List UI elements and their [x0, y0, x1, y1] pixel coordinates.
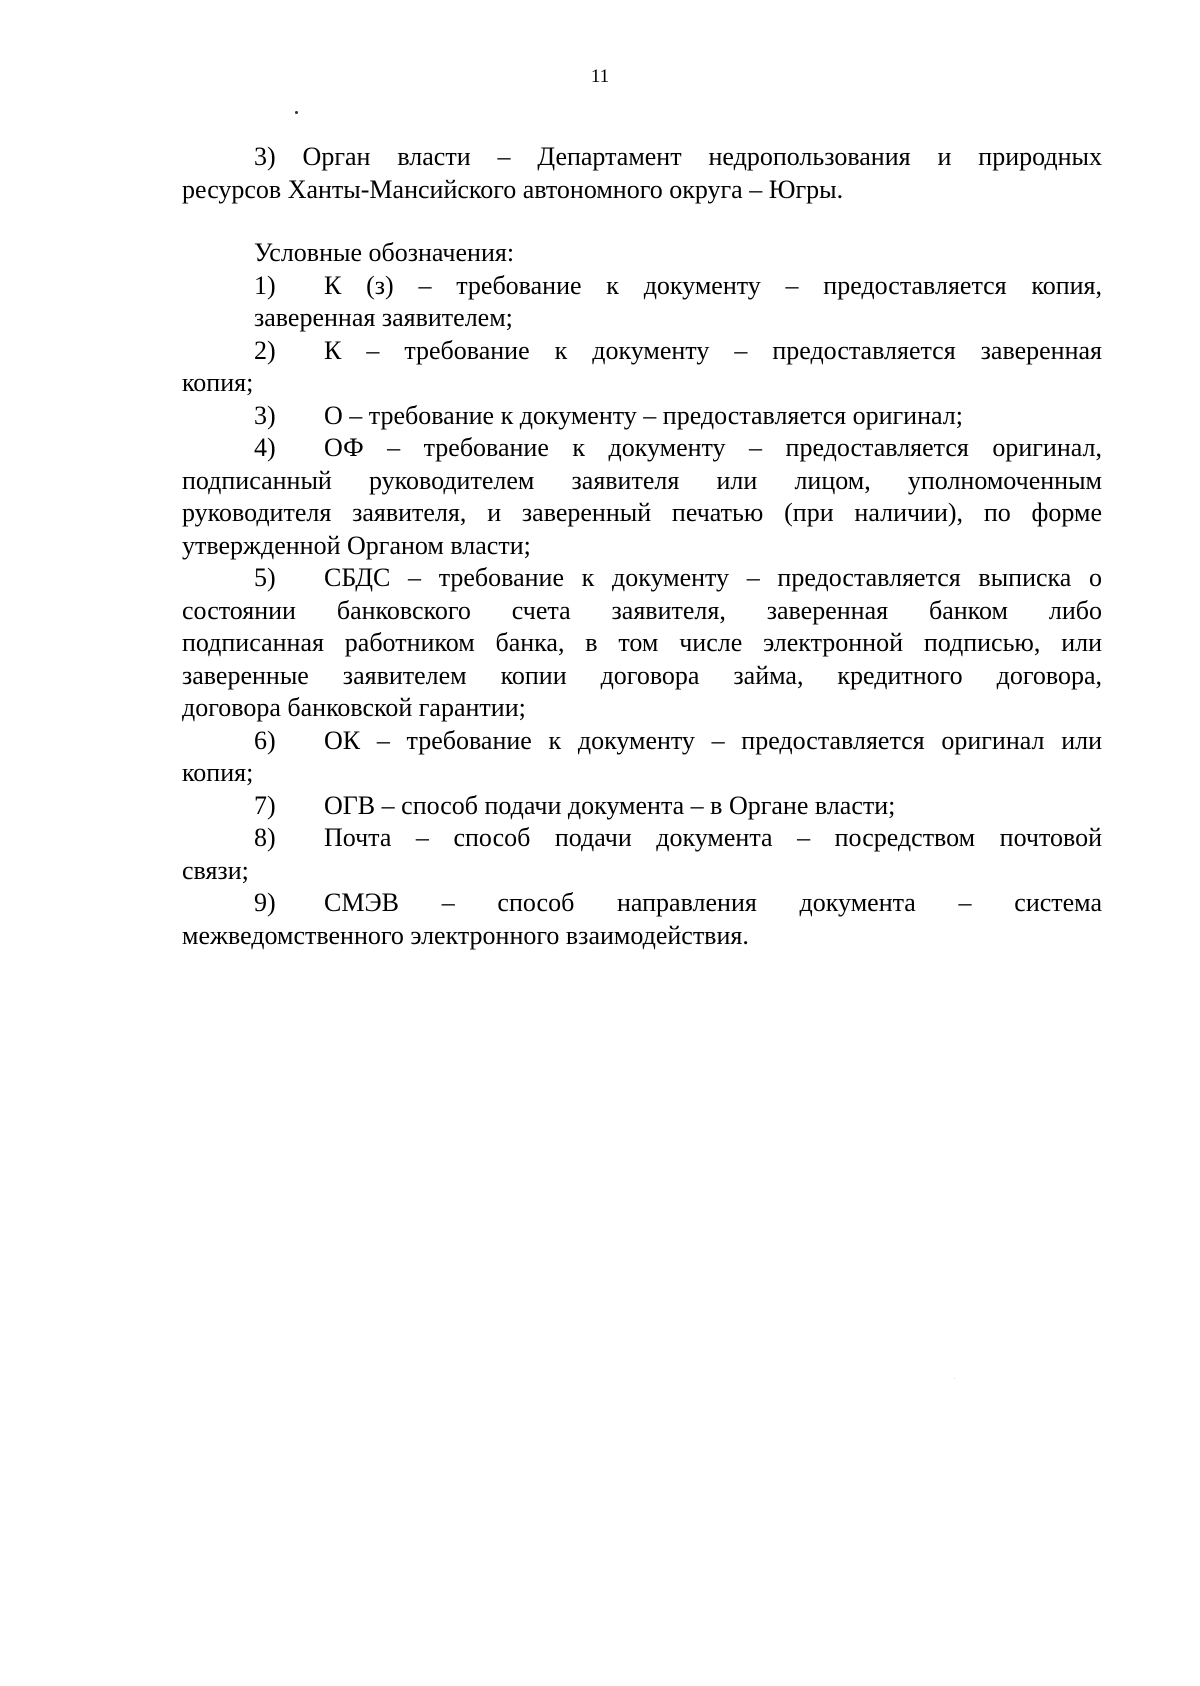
legend-item-text: Почта – способ подачи документа – посредством почтовой: [324, 823, 1102, 852]
legend-item-number: 2): [254, 335, 276, 365]
legend-item-number: 5): [254, 563, 276, 592]
legend-item-continuation: руководителя заявителя, и заверенный печатью (при наличии), по форме: [182, 498, 1102, 527]
legend-item-number: 6): [254, 725, 276, 755]
legend-item-text: ОФ – требование к документу – предоставляется оригинал,: [324, 433, 1102, 462]
scan-dot: [295, 111, 298, 114]
legend-heading: Условные обозначения:: [254, 238, 515, 267]
legend-item-continuation: заверенные заявителем копии договора займа, кредитного договора,: [182, 660, 1102, 690]
legend-item-number: 8): [254, 823, 276, 852]
legend-item-text: К (з) – требование к документу – предоставляется копия,: [324, 270, 1102, 300]
legend-item-text: О – требование к документу – предоставляется оригинал;: [324, 400, 963, 430]
legend-item-first-line: [254, 790, 1102, 823]
legend-item-first-line: [254, 887, 1102, 920]
legend-item: [182, 562, 1102, 725]
legend-item-first-line: [254, 335, 1102, 368]
legend-item-continuation: связи;: [182, 855, 249, 885]
intro-line-1: 3) Орган власти – Департамент недропользования и природных: [254, 142, 1102, 171]
legend-item-text: К – требование к документу – предоставляется заверенная: [324, 335, 1102, 365]
paragraph-gap: [182, 206, 1102, 237]
legend-item-continuation: договора банковской гарантии;: [182, 693, 526, 722]
legend-list: [182, 270, 1102, 953]
legend-item-continuation: копия;: [182, 368, 254, 397]
legend-item-number: 3): [254, 400, 276, 430]
document-body: [182, 141, 1102, 952]
legend-item-first-line: [254, 822, 1102, 855]
legend-item: [182, 725, 1102, 790]
legend-item-text: ОК – требование к документу – предоставляется оригинал или: [324, 725, 1102, 755]
legend-item-continuation: межведомственного электронного взаимодействия.: [182, 920, 749, 950]
legend-item: [182, 432, 1102, 562]
page-number: 11: [590, 66, 610, 87]
legend-item-continuation: подписанная работником банка, в том числе электронной подписью, или: [182, 628, 1102, 657]
legend-item-first-line: [254, 562, 1102, 595]
legend-item: [182, 887, 1102, 952]
legend-item-continuation: утвержденной Органом власти;: [182, 530, 531, 560]
intro-line-2: ресурсов Ханты-Мансийского автономного округа – Югры.: [182, 174, 844, 204]
legend-item-first-line: [254, 725, 1102, 758]
legend-item-text: ОГВ – способ подачи документа – в Органе власти;: [324, 790, 896, 820]
legend-item: [182, 822, 1102, 887]
legend-item-text: СБДС – требование к документу – предоставляется выписка о: [324, 563, 1102, 592]
legend-item-first-line: [254, 270, 1102, 303]
legend-item: [182, 400, 1102, 433]
legend-item-continuation: заверенная заявителем;: [254, 303, 513, 332]
legend-item-continuation: состоянии банковского счета заявителя, заверенная банком либо: [182, 595, 1102, 625]
legend-item-number: 1): [254, 270, 276, 300]
legend-item-text: СМЭВ – способ направления документа – система: [324, 888, 1102, 917]
scan-artifact: [954, 1378, 955, 1379]
legend-item-number: 9): [254, 888, 276, 917]
legend-item-continuation: копия;: [182, 758, 254, 787]
legend-item-continuation: подписанный руководителем заявителя или лицом, уполномоченным: [182, 465, 1102, 495]
legend-item-first-line: [254, 432, 1102, 465]
legend-item-number: 4): [254, 433, 276, 462]
legend-item: [182, 335, 1102, 400]
legend-item: [182, 790, 1102, 823]
legend-item-first-line: [254, 400, 1102, 433]
intro-paragraph: [182, 141, 1102, 206]
legend-item: [182, 270, 1102, 335]
legend-item-number: 7): [254, 790, 276, 820]
